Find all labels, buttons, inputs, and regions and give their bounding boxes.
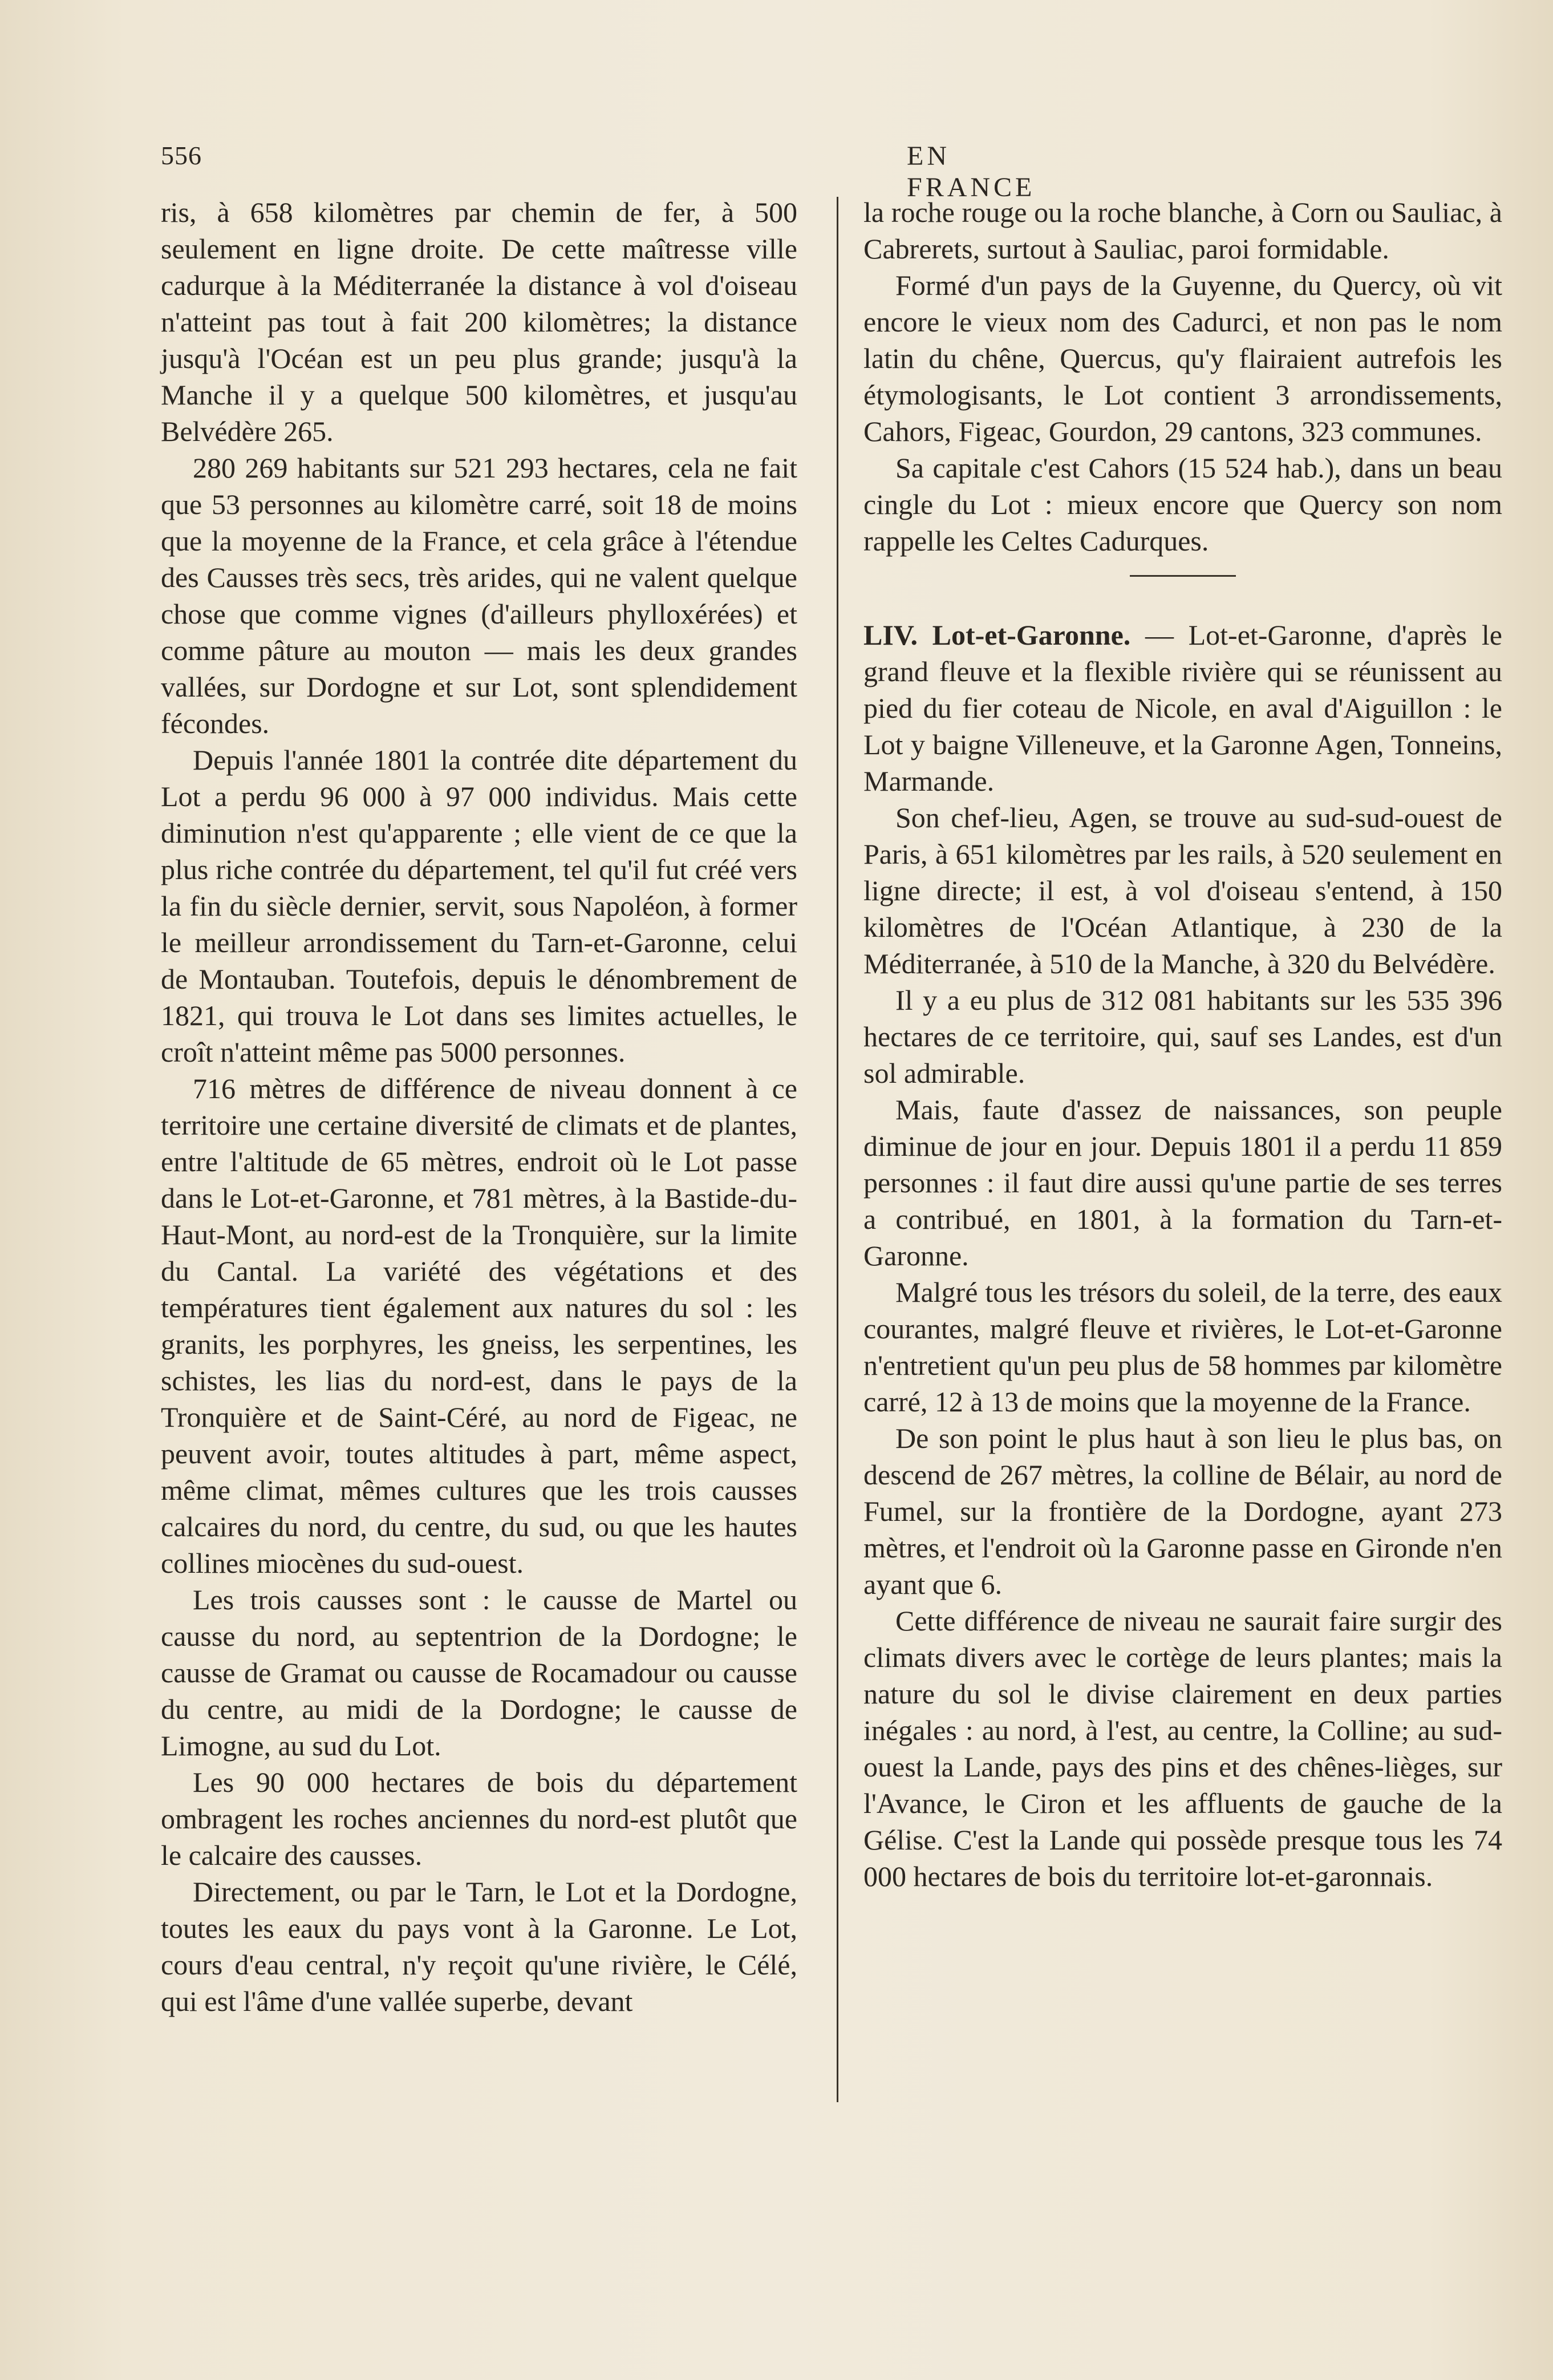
paragraph: Cette différence de niveau ne saurait faire surgir des climats divers avec le cortège de leurs plantes; mais la nature du sol le divise clairement en deux parties inégales : au nord, à l'est, au centre, la Colline; au sud-ouest la Lande, pays des pins et des chênes-lièges, sur l'Avance, le Ciron et les affluents de gauche de la Gélise. C'est la Lande qui possède presque tous les 74 000 hectares de bois du territoire lot-et-garonnais. (863, 1605, 1502, 1892)
left-column (161, 194, 797, 2019)
section-first-paragraph-text: — Lot-et-Garonne, d'après le grand fleuve et la flexible rivière qui se réunissent au pied du fier coteau de Nicole, en aval d'Aiguillon : le Lot y baigne Villeneuve, et la Garonne Agen, Tonneins, Marmande. (863, 619, 1502, 797)
page-header (161, 140, 1036, 203)
right-column (863, 194, 1502, 1895)
paragraph: Depuis l'année 1801 la contrée dite département du Lot a perdu 96 000 à 97 000 individus. Mais cette diminution n'est qu'apparente ; elle vient de ce que la plus riche contrée du département, tel qu'il fut créé vers la fin du siècle dernier, servit, sous Napoléon, à former le meilleur arrondissement du Tarn-et-Garonne, celui de Montauban. Toutefois, depuis le dénombrement de 1821, qui trouva le Lot dans ses limites actuelles, le croît n'atteint même pas 5000 personnes. (161, 744, 797, 1068)
paragraph: Son chef-lieu, Agen, se trouve au sud-sud-ouest de Paris, à 651 kilomètres par les rails, à 520 seulement en ligne directe; il est, à vol d'oiseau s'entend, à 150 kilomètres de l'Océan Atlantique, à 230 de la Méditerranée, à 510 de la Manche, à 320 du Belvédère. (863, 802, 1502, 979)
paragraph: Directement, ou par le Tarn, le Lot et la Dordogne, toutes les eaux du pays vont à la Garonne. Le Lot, cours d'eau central, n'y reçoit qu'une rivière, le Célé, qui est l'âme d'une vallée superbe, devant (161, 1876, 797, 2017)
column-divider (837, 197, 838, 2102)
paragraph: Mais, faute d'assez de naissances, son peuple diminue de jour en jour. Depuis 1801 il a perdu 11 859 personnes : il faut dire aussi qu'une partie de ses terres a contribué, en 1801, à la formation du Tarn-et-Garonne. (863, 1094, 1502, 1272)
section-first-paragraph (863, 617, 1502, 799)
paragraph: 716 mètres de différence de niveau donnent à ce territoire une certaine diversité de climats et de plantes, entre l'altitude de 65 mètres, endroit où le Lot passe dans le Lot-et-Garonne, et 781 mètres, à la Bastide-du-Haut-Mont, au nord-est de la Tronquière, sur la limite du Cantal. La variété des végétations et des températures tient également aux natures du sol : les granits, les porphyres, les gneiss, les serpentines, les schistes, les lias du nord-est, dans le pays de la Tronquière et de Saint-Céré, au nord de Figeac, ne peuvent avoir, toutes altitudes à part, même aspect, même climat, mêmes cultures que les trois causses calcaires du nord, du centre, du sud, ou que les hautes collines miocènes du sud-ouest. (161, 1072, 797, 1579)
paragraph: ris, à 658 kilomètres par chemin de fer, à 500 seulement en ligne droite. De cette maîtresse ville cadurque à la Méditerranée la distance à vol d'oiseau n'atteint pas tout à fait 200 kilomètres; la distance jusqu'à l'Océan est un peu plus grande; jusqu'à la Manche il y a quelque 500 kilomètres, et jusqu'au Belvédère 265. (161, 196, 797, 447)
section-separator (1130, 575, 1236, 577)
paragraph: Formé d'un pays de la Guyenne, du Quercy, où vit encore le vieux nom des Cadurci, et non pas le nom latin du chêne, Quercus, qu'y flairaient autrefois les étymologisants, le Lot contient 3 arrondissements, Cahors, Figeac, Gourdon, 29 cantons, 323 communes. (863, 269, 1502, 447)
paragraph: Sa capitale c'est Cahors (15 524 hab.), dans un beau cingle du Lot : mieux encore que Quercy son nom rappelle les Celtes Cadurques. (863, 452, 1502, 557)
paragraph: Les trois causses sont : le causse de Martel ou causse du nord, au septentrion de la Dordogne; le causse de Gramat ou causse de Rocamadour ou causse du centre, au midi de la Dordogne; le causse de Limogne, au sud du Lot. (161, 1584, 797, 1762)
section-heading: LIV. Lot-et-Garonne. (863, 619, 1131, 651)
page-number: 556 (161, 141, 202, 170)
paragraph: Les 90 000 hectares de bois du département ombragent les roches anciennes du nord-est plutôt que le calcaire des causses. (161, 1766, 797, 1871)
paragraph: 280 269 habitants sur 521 293 hectares, cela ne fait que 53 personnes au kilomètre carré, soit 18 de moins que la moyenne de la France, et cela grâce à l'étendue des Causses très secs, très arides, qui ne valent quelque chose que comme vignes (d'ailleurs phylloxérées) et comme pâture au mouton — mais les deux grandes vallées, sur Dordogne et sur Lot, sont splendidement fécondes. (161, 452, 797, 739)
running-title: EN FRANCE (907, 141, 1036, 203)
paragraph: la roche rouge ou la roche blanche, à Corn ou Sauliac, à Cabrerets, surtout à Sauliac, paroi formidable. (863, 196, 1502, 265)
paragraph: Il y a eu plus de 312 081 habitants sur les 535 396 hectares de ce territoire, qui, sauf ses Landes, est d'un sol admirable. (863, 984, 1502, 1089)
paragraph: Malgré tous les trésors du soleil, de la terre, des eaux courantes, malgré fleuve et rivières, le Lot-et-Garonne n'entretient qu'un peu plus de 58 hommes par kilomètre carré, 12 à 13 de moins que la moyenne de la France. (863, 1276, 1502, 1418)
paragraph: De son point le plus haut à son lieu le plus bas, on descend de 267 mètres, la colline de Bélair, au nord de Fumel, sur la frontière de la Dordogne, ayant 273 mètres, et l'endroit où la Garonne passe en Gironde n'en ayant que 6. (863, 1422, 1502, 1600)
